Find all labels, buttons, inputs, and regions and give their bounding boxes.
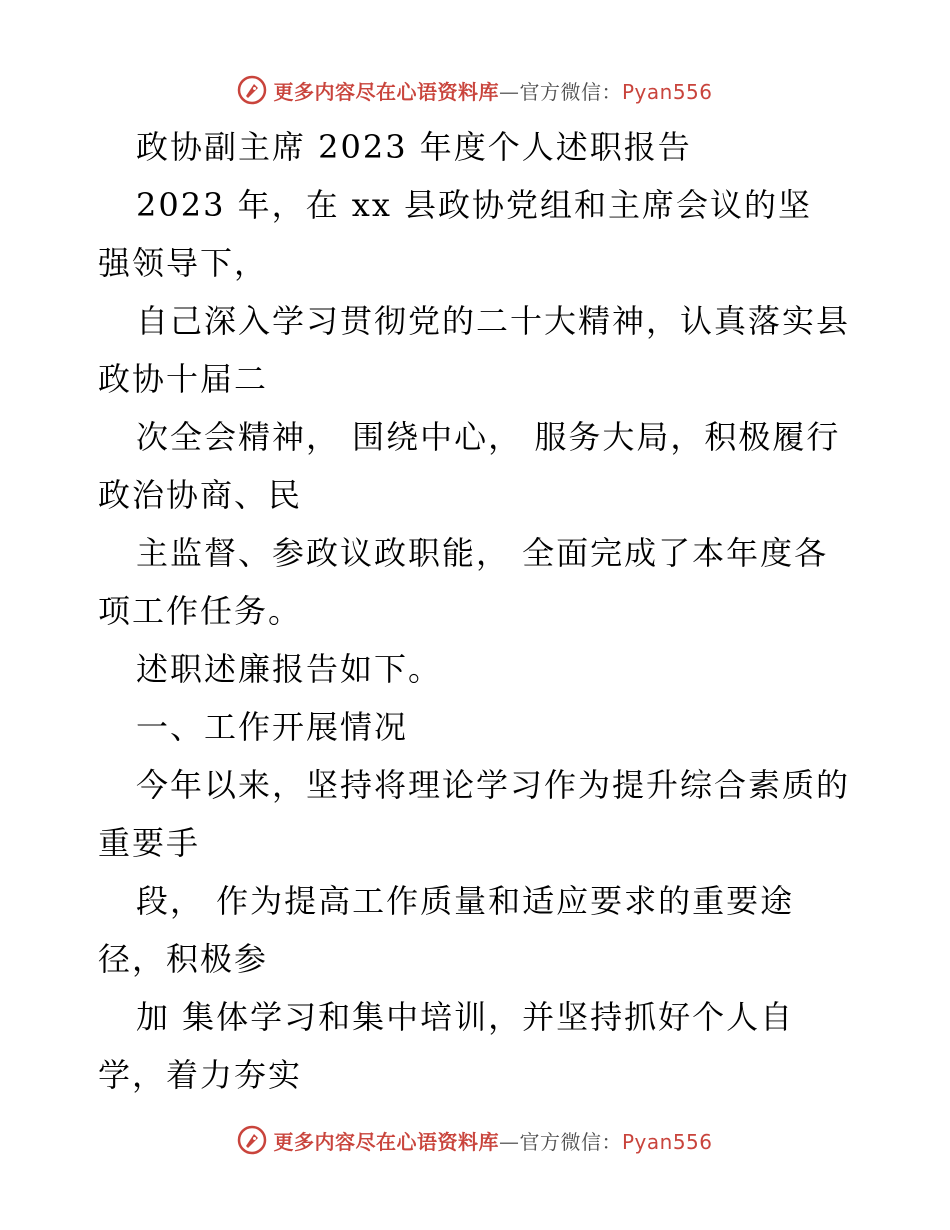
paragraph-line: 强领导下， [98,244,269,282]
paragraph-line: 主监督、参政议政职能， 全面完成了本年度各 [136,534,829,572]
watermark-wechat-label: 官方微信： [519,79,622,104]
watermark-main-text: 更多内容尽在心语资料库 [273,79,499,104]
paragraph-line: 重要手 [98,824,201,862]
document-title: 政协副主席 2023 年度个人述职报告 [136,128,692,166]
pen-nib-circle-icon [237,1125,267,1155]
paragraph-line: 2023 年，在 xx 县政协党组和主席会议的坚 [136,186,813,224]
watermark-banner-bottom [0,1120,950,1160]
watermark-separator: — [498,79,520,104]
watermark-text [273,1126,712,1155]
watermark-wechat-id: Pyan556 [621,79,713,104]
paragraph-line: 段， 作为提高工作质量和适应要求的重要途 [136,882,795,920]
paragraph-line: 政治协商、民 [98,476,303,514]
paragraph-line: 径，积极参 [98,940,269,978]
paragraph-line: 今年以来，坚持将理论学习作为提升综合素质的 [136,766,851,804]
section-heading: 一、工作开展情况 [136,708,409,746]
watermark-text [273,76,712,105]
paragraph-line: 加 集体学习和集中培训，并坚持抓好个人自 [136,998,795,1036]
watermark-wechat-label: 官方微信： [519,1129,622,1154]
watermark-separator: — [498,1129,520,1154]
watermark-main-text: 更多内容尽在心语资料库 [273,1129,499,1154]
paragraph-line: 政协十届二 [98,360,269,398]
pen-nib-circle-icon [237,75,267,105]
watermark-wechat-id: Pyan556 [621,1129,713,1154]
paragraph-line: 述职述廉报告如下。 [136,650,443,688]
watermark-banner-top [0,70,950,110]
paragraph-line: 自己深入学习贯彻党的二十大精神，认真落实县 [136,302,851,340]
paragraph-line: 学，着力夯实 [98,1056,303,1094]
paragraph-line: 次全会精神， 围绕中心， 服务大局，积极履行 [136,418,841,456]
paragraph-line: 项工作任务。 [98,592,303,630]
